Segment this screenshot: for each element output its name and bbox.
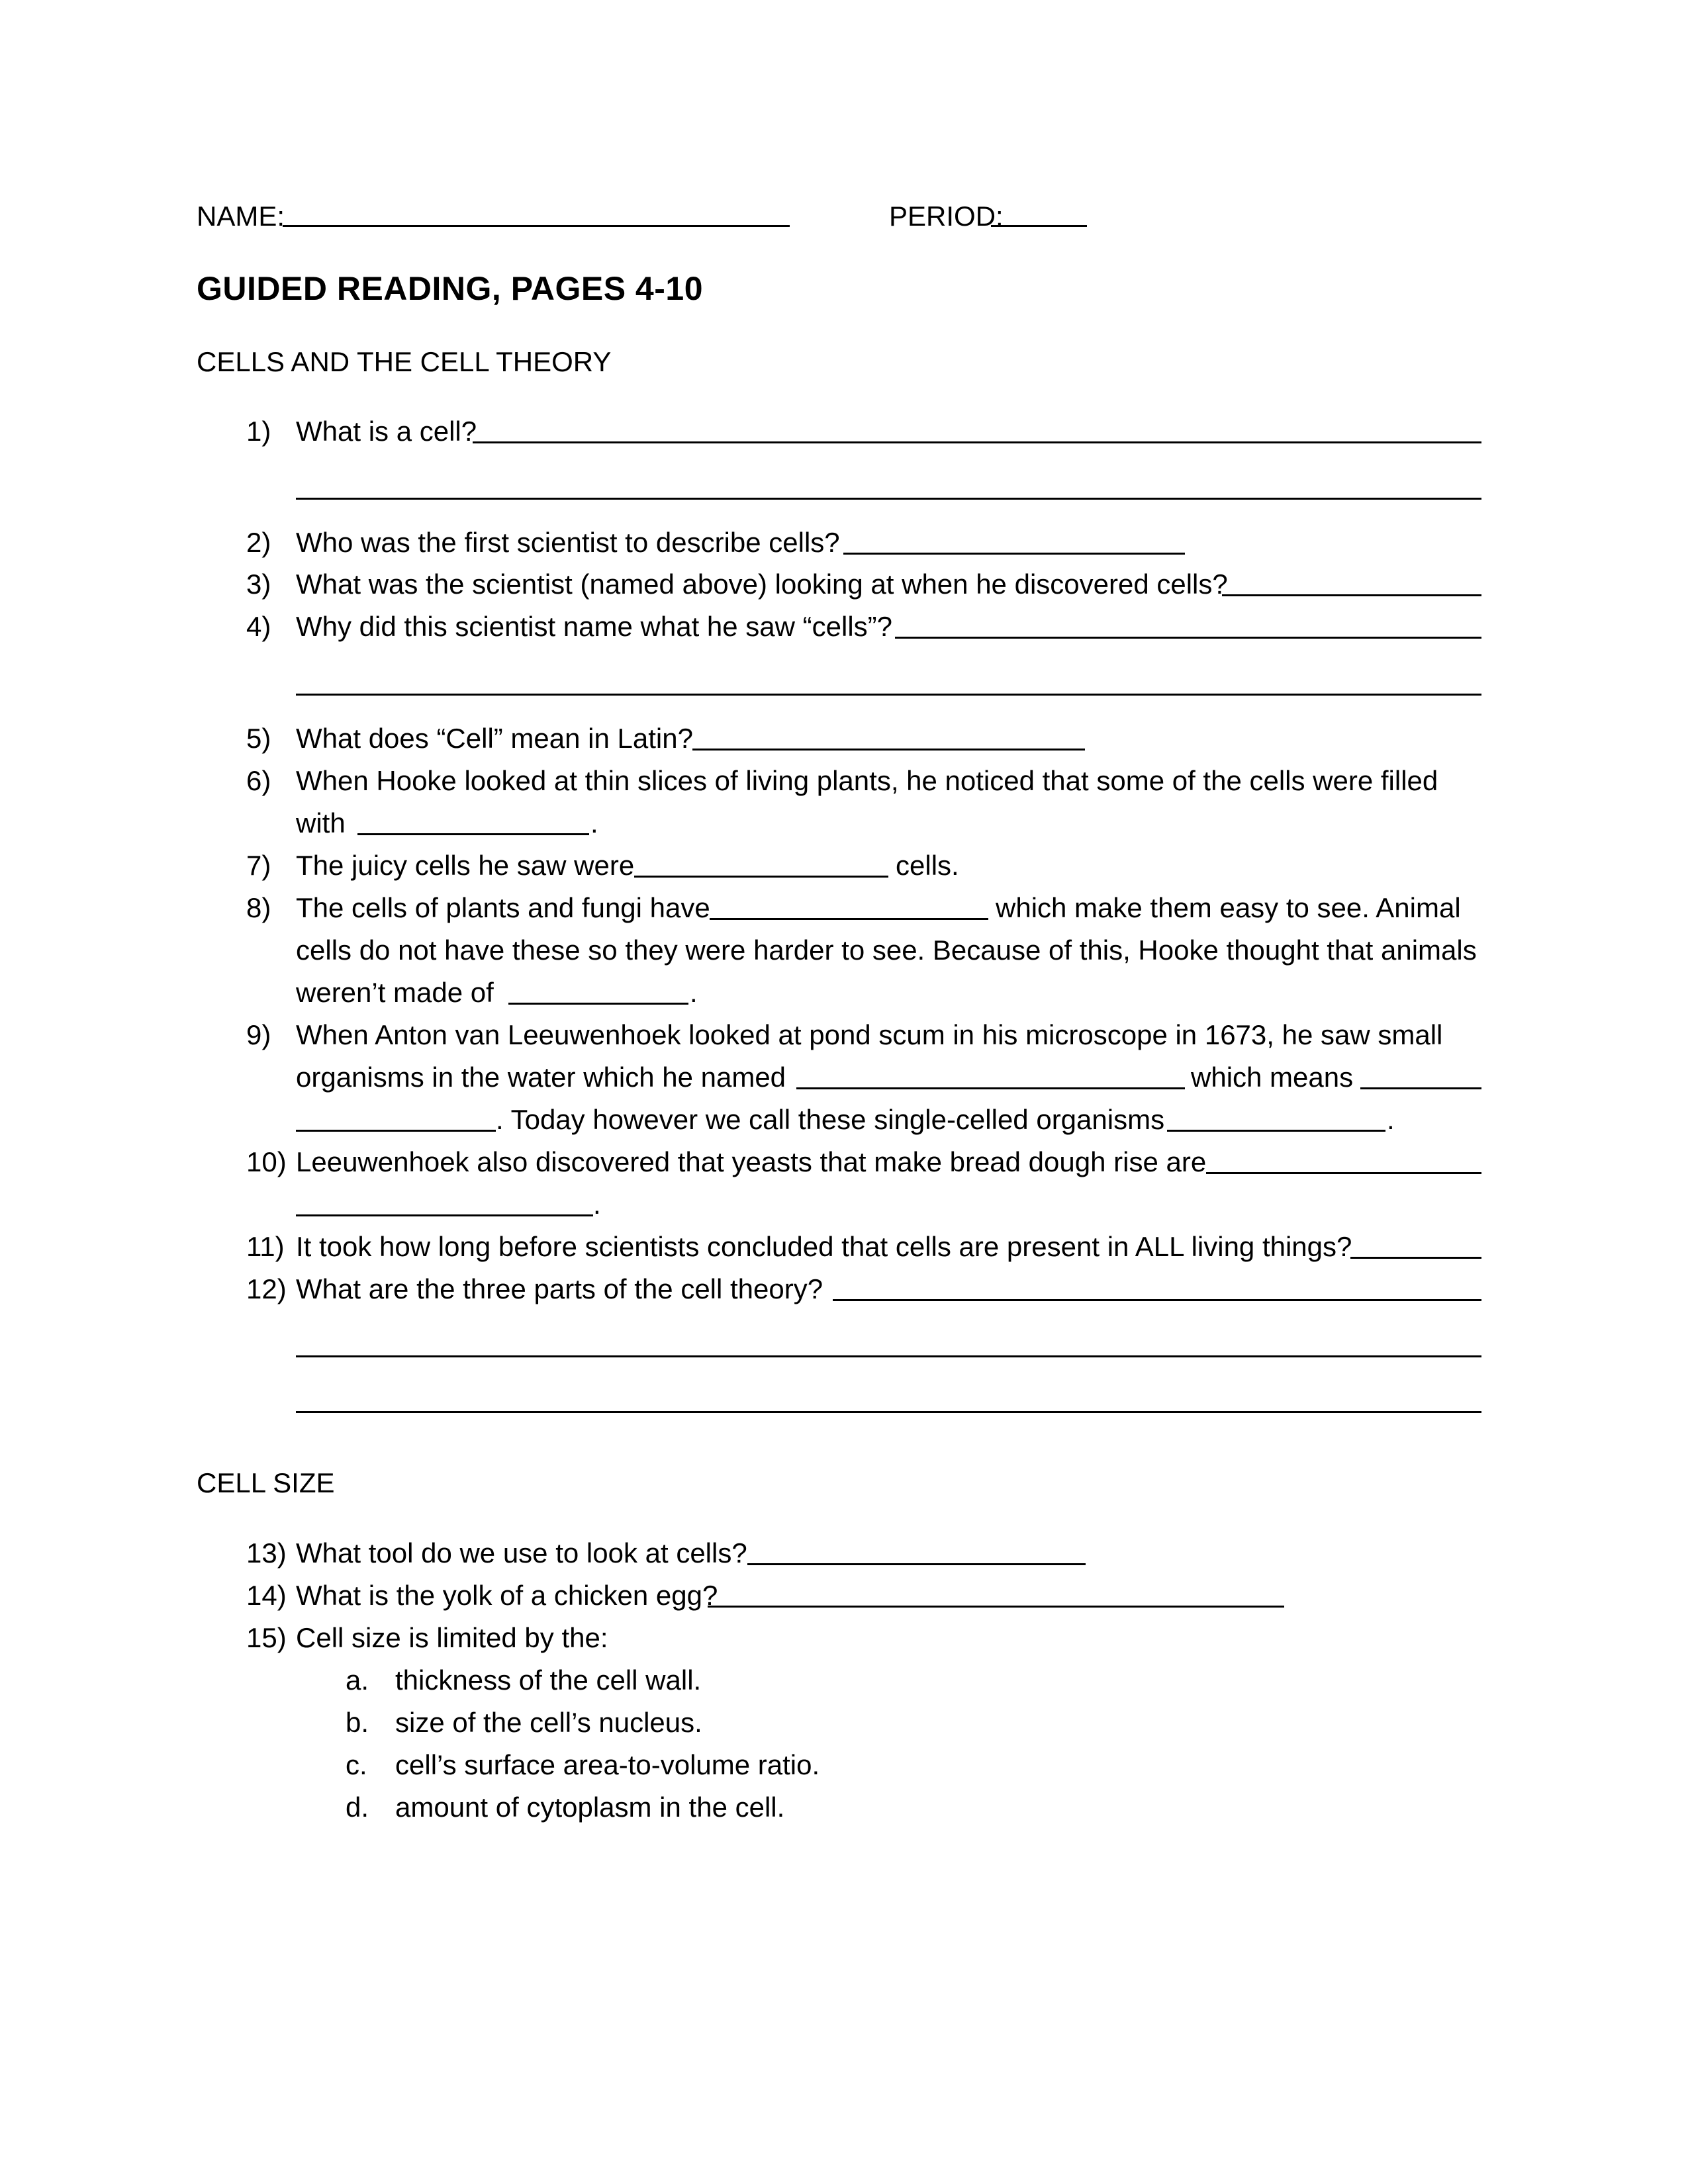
question-text: What tool do we use to look at cells? <box>296 1537 747 1569</box>
answer-line[interactable] <box>296 1130 496 1132</box>
choice-letter: d. <box>346 1792 369 1823</box>
question-text: The cells of plants and fungi have <box>296 892 710 923</box>
question-number: 6) <box>246 765 271 796</box>
answer-line[interactable] <box>1350 1257 1481 1259</box>
question-number: 4) <box>246 611 271 642</box>
question-text: Who was the first scientist to describe cells? <box>296 527 840 558</box>
question-text: The juicy cells he saw were <box>296 850 635 881</box>
answer-line[interactable] <box>796 1087 1185 1089</box>
question-text: . <box>690 977 698 1008</box>
section-heading-cell-size: CELL SIZE <box>197 1467 335 1498</box>
choice-text[interactable]: amount of cytoplasm in the cell. <box>395 1792 785 1823</box>
answer-line[interactable] <box>1206 1172 1481 1174</box>
choice-letter: c. <box>346 1749 367 1780</box>
answer-line[interactable] <box>296 694 1481 696</box>
question-number: 13) <box>246 1537 287 1569</box>
question-text: cells. <box>896 850 959 881</box>
answer-line[interactable] <box>708 1606 1284 1608</box>
choice-text[interactable]: thickness of the cell wall. <box>395 1664 702 1696</box>
question-number: 8) <box>246 892 271 923</box>
question-number: 14) <box>246 1580 287 1611</box>
question-text: When Hooke looked at thin slices of living plants, he noticed that some of the cells were filled <box>296 765 1438 796</box>
question-text: . Today however we call these single-celled organisms <box>496 1104 1165 1135</box>
question-text: Cell size is limited by the: <box>296 1622 608 1653</box>
question-number: 15) <box>246 1622 287 1653</box>
question-text: which make them easy to see. Animal <box>996 892 1461 923</box>
question-number: 1) <box>246 416 271 447</box>
question-text: It took how long before scientists concluded that cells are present in ALL living things? <box>296 1231 1352 1262</box>
answer-line[interactable] <box>895 637 1481 639</box>
question-number: 3) <box>246 569 271 600</box>
question-text: with <box>296 807 346 839</box>
answer-line[interactable] <box>296 1214 593 1216</box>
answer-line[interactable] <box>1360 1087 1481 1089</box>
question-text: . <box>590 807 598 839</box>
answer-line[interactable] <box>634 876 888 878</box>
name-label: NAME: <box>197 201 285 232</box>
answer-line[interactable] <box>296 498 1481 500</box>
question-text: What are the three parts of the cell theory? <box>296 1273 823 1304</box>
answer-line[interactable] <box>710 918 988 920</box>
question-text: Leeuwenhoek also discovered that yeasts that make bread dough rise are <box>296 1146 1207 1177</box>
answer-line[interactable] <box>357 833 589 835</box>
answer-line[interactable] <box>843 553 1185 555</box>
question-text: What does “Cell” mean in Latin? <box>296 723 693 754</box>
answer-line[interactable] <box>296 1411 1481 1413</box>
question-text: What was the scientist (named above) looking at when he discovered cells? <box>296 569 1228 600</box>
question-text: When Anton van Leeuwenhoek looked at pond scum in his microscope in 1673, he saw small <box>296 1019 1443 1050</box>
answer-line[interactable] <box>473 441 1481 443</box>
period-field[interactable] <box>991 225 1087 227</box>
question-text: . <box>593 1189 601 1220</box>
answer-line[interactable] <box>833 1299 1481 1301</box>
period-label: PERIOD: <box>889 201 1004 232</box>
question-number: 7) <box>246 850 271 881</box>
question-text: What is the yolk of a chicken egg? <box>296 1580 718 1611</box>
answer-line[interactable] <box>508 1003 688 1005</box>
question-text: cells do not have these so they were harder to see. Because of this, Hooke thought that animals <box>296 934 1477 966</box>
question-number: 10) <box>246 1146 287 1177</box>
question-number: 11) <box>246 1231 285 1262</box>
question-text: . <box>1387 1104 1395 1135</box>
question-text: which means <box>1191 1062 1354 1093</box>
section-heading-cells-theory: CELLS AND THE CELL THEORY <box>197 346 612 377</box>
choice-letter: b. <box>346 1707 369 1738</box>
choice-letter: a. <box>346 1664 369 1696</box>
answer-line[interactable] <box>1222 594 1481 596</box>
question-text: Why did this scientist name what he saw “cells”? <box>296 611 893 642</box>
name-field[interactable] <box>283 225 790 227</box>
question-number: 2) <box>246 527 271 558</box>
question-text: What is a cell? <box>296 416 477 447</box>
question-text: weren’t made of <box>296 977 494 1008</box>
question-number: 12) <box>246 1273 287 1304</box>
page-title: GUIDED READING, PAGES 4-10 <box>197 270 704 307</box>
answer-line[interactable] <box>296 1355 1481 1357</box>
question-text: organisms in the water which he named <box>296 1062 786 1093</box>
question-number: 5) <box>246 723 271 754</box>
answer-line[interactable] <box>747 1563 1086 1565</box>
answer-line[interactable] <box>692 749 1085 751</box>
choice-text[interactable]: cell’s surface area-to-volume ratio. <box>395 1749 820 1780</box>
choice-text[interactable]: size of the cell’s nucleus. <box>395 1707 702 1738</box>
question-number: 9) <box>246 1019 271 1050</box>
answer-line[interactable] <box>1167 1130 1385 1132</box>
